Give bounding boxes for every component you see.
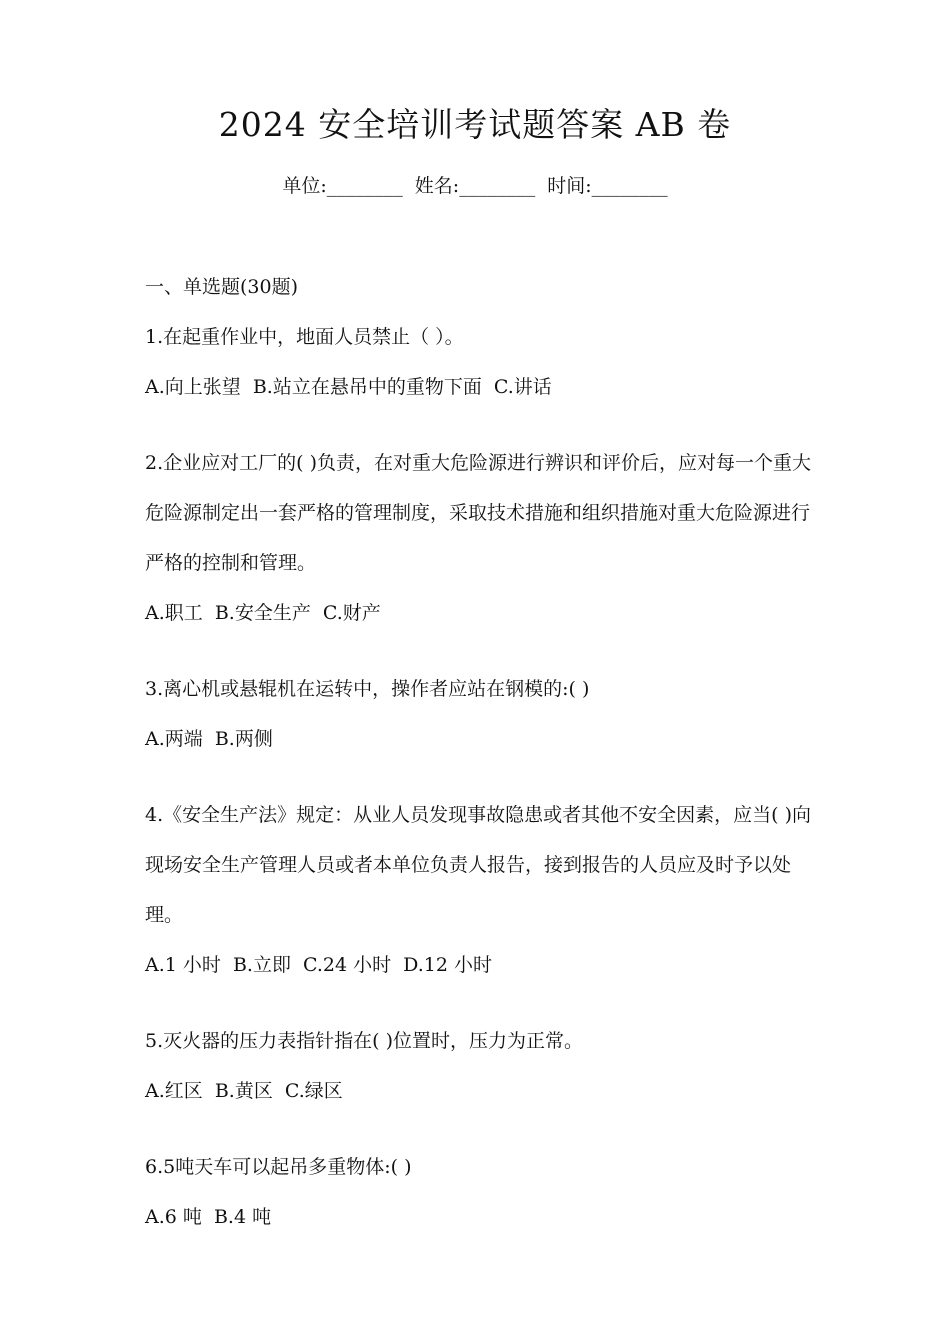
- question-4: [145, 790, 815, 990]
- info-field-name: 姓名:________: [414, 175, 536, 197]
- option: B.安全生产: [214, 602, 311, 624]
- info-field-time: 时间:________: [547, 175, 668, 197]
- question-options: [145, 588, 815, 638]
- section-heading: 一、单选题(30题): [145, 276, 299, 298]
- question-3: [145, 664, 815, 764]
- option: C.24 小时: [303, 954, 392, 976]
- question-5: [145, 1016, 815, 1116]
- option: A.红区: [145, 1080, 203, 1102]
- question-text: 2.企业应对工厂的( )负责，在对重大危险源进行辨识和评价后，应对每一个重大危险源制定出一套严格的管理制度，采取技术措施和组织措施对重大危险源进行严格的控制和管理。: [145, 452, 811, 574]
- option: A.1 小时: [145, 954, 221, 976]
- option: C.财产: [322, 602, 381, 624]
- option: B.两侧: [214, 728, 273, 750]
- question-options: [145, 1066, 815, 1116]
- question-text: 1.在起重作业中，地面人员禁止（ ）。: [145, 326, 464, 348]
- option: A.6 吨: [145, 1206, 202, 1228]
- question-text: 6.5吨天车可以起吊多重物体:( ): [145, 1156, 412, 1178]
- question-2: [145, 438, 815, 638]
- question-options: [145, 362, 815, 412]
- info-field-unit: 单位:________: [282, 175, 403, 197]
- question-options: [145, 1192, 815, 1242]
- question-text: 3.离心机或悬辊机在运转中，操作者应站在钢模的:( ): [145, 678, 590, 700]
- option: C.讲话: [493, 376, 552, 398]
- question-options: [145, 714, 815, 764]
- question-text: 4.《安全生产法》规定：从业人员发现事故隐患或者其他不安全因素，应当( )向现场安全生产管理人员或者本单位负责人报告，接到报告的人员应及时予以处理。: [145, 804, 811, 926]
- question-1: [145, 312, 815, 412]
- option: A.职工: [145, 602, 203, 624]
- option: B.站立在悬吊中的重物下面: [252, 376, 482, 398]
- document-title: 2024 安全培训考试题答案 AB 卷: [218, 105, 732, 144]
- question-options: [145, 940, 815, 990]
- option: A.两端: [145, 728, 203, 750]
- option: A.向上张望: [145, 376, 241, 398]
- question-text: 5.灭火器的压力表指针指在( )位置时，压力为正常。: [145, 1030, 583, 1052]
- question-6: [145, 1142, 815, 1242]
- option: B.立即: [232, 954, 291, 976]
- option: B.4 吨: [213, 1206, 272, 1228]
- option: C.绿区: [284, 1080, 343, 1102]
- option: B.黄区: [214, 1080, 273, 1102]
- info-line: [0, 170, 950, 202]
- option: D.12 小时: [403, 954, 492, 976]
- document-body: [145, 262, 815, 1268]
